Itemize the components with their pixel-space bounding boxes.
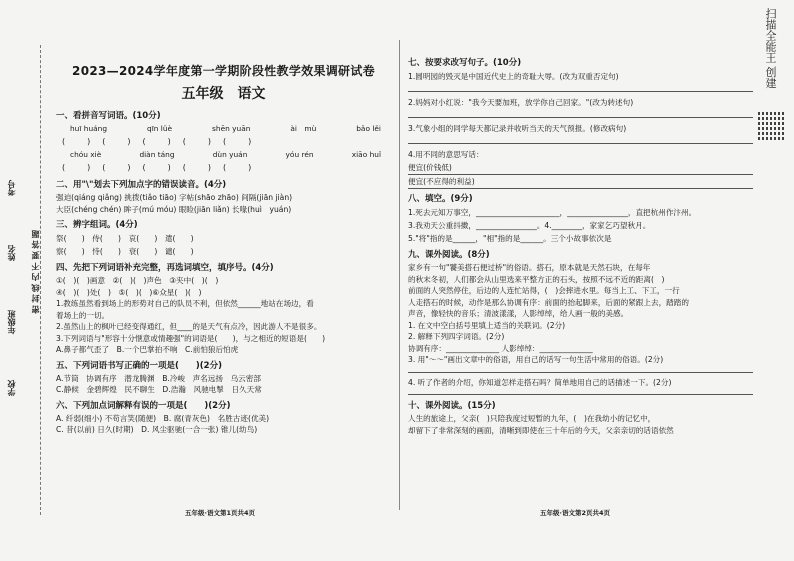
passage-line: 人走搭石的时候，动作是那么协调有序：前面的抬起脚来，后面的紧跟上去，踏踏的: [408, 297, 689, 307]
section-9-question: 4. 听了作者的介绍，你知道怎样走搭石吗？简单地用自己的话描述一下。(2分): [408, 377, 672, 387]
answer-line: [408, 135, 753, 144]
answer-boxes-1: ( ) ( ) ( ) ( ) ( ): [62, 137, 254, 146]
answer-line: [408, 366, 753, 373]
passage-line: 前面的人突然停住，后边的人连忙站得，( )会摔进水里。每当上工、下工，一行: [408, 286, 680, 295]
section-2-line: 强迫(qiáng qiǎng) 挑拨(tiǎo tiāo) 字帖(shāo zhāo) 间隔(jiān jiàn): [56, 193, 293, 202]
passage-line: 的秋末冬初，人们都会从山里选来平整方正的石头，按照不远不近的距离( ): [408, 274, 665, 284]
section-3-heading: 三、辨字组词。(4分): [56, 220, 138, 230]
section-6-heading: 六、下列加点词解释有误的一项是( )(2分): [56, 400, 231, 411]
right-page-footer: 五年级·语文第2页共4页: [540, 509, 611, 517]
pinyin-row-2: [56, 149, 391, 161]
left-page: [56, 52, 391, 436]
section-7-subquestion: 便宜(价钱低): [408, 161, 753, 175]
section-4-question: 2.虽然山上的枫叶已经变得通红，但____的是天气有点冷，因此游人不是很多。: [56, 322, 322, 331]
pinyin-item: diàn táng: [139, 150, 175, 159]
passage-line: 人生的旅途上，父亲( )只陪我度过短暂的九年，( )在我幼小的记忆中，: [408, 414, 656, 423]
section-2-heading: 二、用"\"划去下列加点字的错误读音。(4分): [56, 180, 227, 190]
section-9-question: 协调有序：______________ 人影绰绰：______________: [408, 343, 593, 353]
answer-line: [408, 388, 753, 395]
page-divider: [399, 40, 400, 510]
number-label: 考号: [7, 180, 16, 196]
section-3-line: 祭( ) 侍( ) 哀( ) 遣( ): [56, 234, 194, 243]
answer-line: [408, 109, 753, 118]
section-8-heading: 八、填空。(9分): [408, 194, 473, 204]
seal-warning: 密 封 线 内 不 要 答 题: [31, 230, 40, 314]
binding-margin: [0, 0, 44, 561]
section-7-question: 2.妈妈对小红说："我今天要加班，放学你自己回家。"(改为转述句): [408, 98, 634, 107]
pinyin-item: bǎo lěi: [356, 124, 381, 133]
answer-line: [408, 83, 753, 92]
pinyin-item: dùn yuán: [212, 150, 248, 159]
section-5-line: A.节筒 协调有序 潜龙腾渊 B.冷峻 声名远扬 乌云密部: [56, 373, 261, 383]
pinyin-row-1: [56, 123, 391, 135]
pinyin-item: ài mù: [290, 124, 317, 133]
section-7-subquestion: 便宜(不应得的利益): [408, 175, 753, 189]
school-label: 学校: [7, 380, 16, 396]
section-8-line: 1.死去元知万事空，______________________，________________，直把杭州作汴州。: [408, 208, 697, 217]
exam-title: 2023—2024学年度第一学期阶段性教学效果调研试卷: [72, 64, 375, 78]
pinyin-item: yóu rén: [285, 150, 314, 159]
section-5-heading: 五、下列词语书写正确的一项是( )(2分): [56, 360, 222, 371]
passage-line: 家乡有一句"饕美搭石便过桥"的俗语。搭石，原本就是天然石块，在每年: [408, 263, 651, 272]
qr-code-overlay: [758, 110, 784, 140]
section-4-question: 3.下列词语与"形容十分惬意或情趣强"的词语是( )，与之相近的短语是( ): [56, 333, 326, 343]
answer-boxes-2: ( ) ( ) ( ) ( ) ( ): [62, 163, 254, 172]
section-9-question: 1. 在文中空白括号里填上适当的关联词。(2分): [408, 320, 566, 330]
section-4-line: ④( )( )处( ) ⑤( )( )⑥众星( )( ): [56, 287, 202, 297]
section-1-heading: 一、看拼音写词语。(10分): [56, 111, 161, 121]
section-4-question: 1.教练虽然看到场上的形势对自己的队员不利，但依然______地站在场边，看: [56, 299, 314, 308]
left-page-footer: 五年级·语文第1页共4页: [185, 509, 256, 517]
section-10-heading: 十、课外阅读。(15分): [408, 401, 496, 411]
section-7-question: 1.圆明园的毁灭是中国近代史上的奇耻大辱。(改为双重否定句): [408, 72, 619, 81]
pinyin-item: qīn lüè: [147, 124, 173, 133]
pinyin-item: huī huáng: [70, 124, 108, 133]
section-4-line: ①( )( )画意 ②( )( )声色 ③夹中( )( ): [56, 276, 219, 285]
section-7-question: 3.气象小组的同学每天都记录并收听当天的天气预报。(修改病句): [408, 124, 627, 133]
exam-subtitle: 五年级 语文: [181, 86, 266, 102]
section-4-heading: 四、先把下列词语补充完整，再选词填空，填序号。(4分): [56, 263, 274, 273]
pinyin-item: xiāo huǐ: [351, 150, 381, 159]
passage-line: 却留下了非常深刻的画面，清晰到即使在三十年后的今天，父亲亲切的话语依然: [408, 425, 674, 435]
name-label: 姓名: [7, 245, 16, 261]
section-4-options: A.鼻子都气歪了 B.一个巴掌拍不响 C.前怕狼后怕虎: [56, 345, 239, 354]
section-8-line: 5."将"指的是______，"相"指的是______。三个小故事依次是: [408, 234, 612, 243]
right-page: [408, 52, 753, 436]
pinyin-item: chóu xiè: [70, 150, 102, 159]
section-9-heading: 九、课外阅读。(8分): [408, 250, 490, 260]
passage-line: 声音，像轻快的音乐；清波漾漾，人影绰绰，给人画一般的美感。: [408, 309, 629, 318]
section-5-line: C.静候 金碧辉煌 民不聊生 D.浩瀚 风驰电掣 日久天常: [56, 385, 262, 394]
grade-label: 年级班: [7, 310, 16, 334]
section-7-question: 4.用不同的意思写话：: [408, 150, 484, 159]
section-9-question: 3. 用"～～"画出文章中的俗语，用自己的话写一句生活中常用的俗语。(2分): [408, 355, 664, 364]
section-6-line: C. 昔(以前) 日久(时期) D. 风尘驱驰(一合一张) 锥儿(幼鸟): [56, 425, 258, 434]
section-2-line: 大臣(chéng chén) 眸子(mú móu) 眼睑(jiān liǎn) 长喙(huì yuán): [56, 204, 292, 214]
pinyin-item: shēn yuān: [212, 124, 251, 133]
section-3-line: 察( ) 恃( ) 衰( ) 谴( ): [56, 247, 194, 256]
section-7-heading: 七、按要求改写句子。(10分): [408, 58, 522, 68]
section-6-line: A. 纤弱(细小) 不苟言笑(随便) B. 腐(青灰色) 名胜古迹(优美): [56, 413, 270, 423]
scanner-watermark: 扫描全能王 创建: [764, 8, 777, 89]
section-4-question: 着场上的一切。: [56, 310, 110, 320]
section-9-question: 2. 解释下列四字词语。(2分): [408, 332, 505, 341]
section-8-line: 3.我劝天公重抖擞，________________。4.________，家家乞巧望秋月。: [408, 221, 651, 230]
